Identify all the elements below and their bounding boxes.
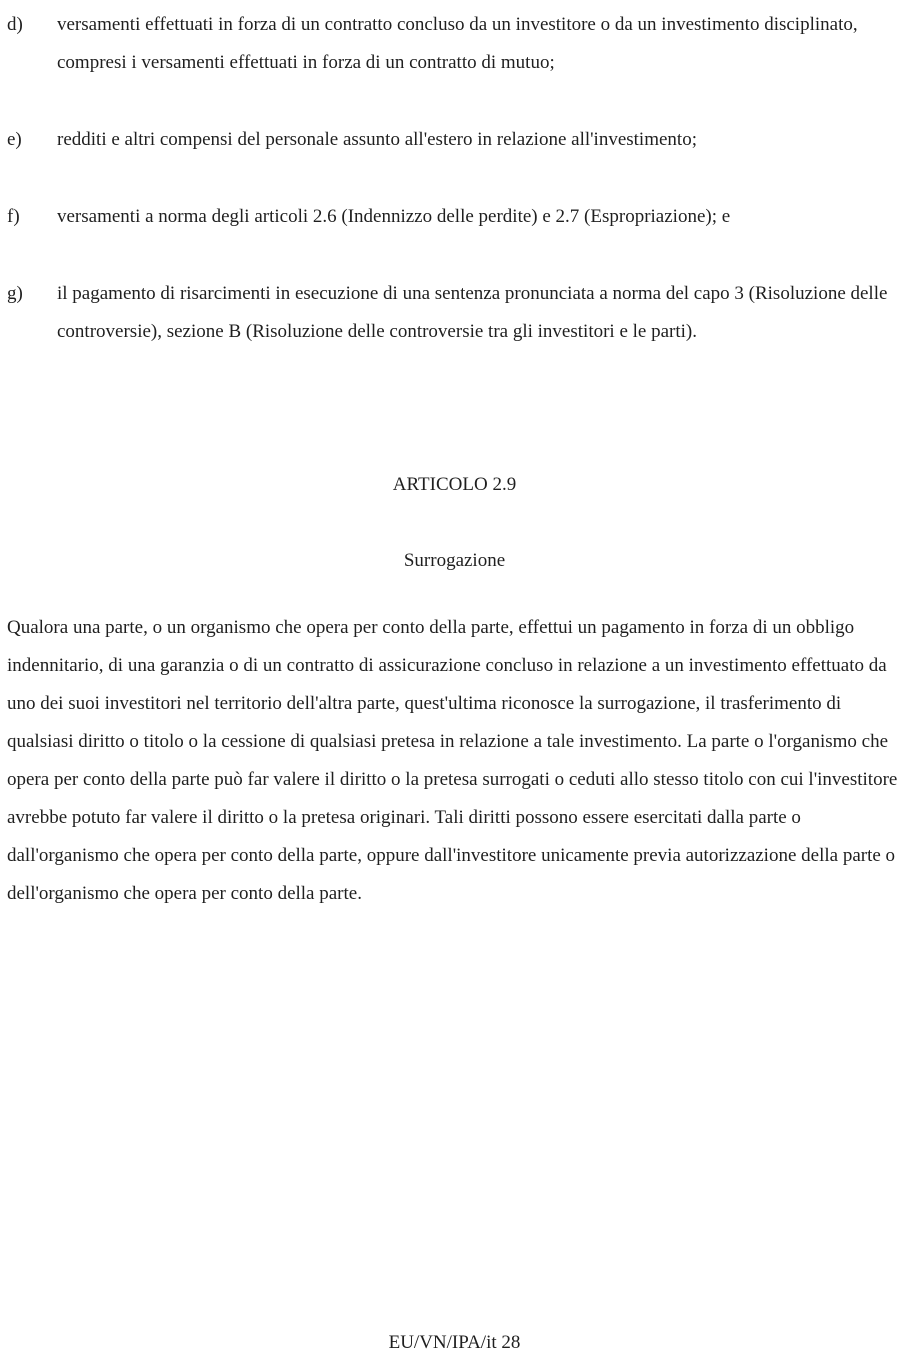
list-item-marker: f) — [7, 206, 20, 227]
list-item-marker: g) — [7, 283, 23, 304]
list-item-text: versamenti effettuati in forza di un contratto concluso da un investitore o da un investimento disciplinato, compresi i versamenti effettuati in forza di un contratto di mutuo; — [57, 14, 858, 73]
list-item-text: il pagamento di risarcimenti in esecuzione di una sentenza pronunciata a norma del capo 3 (Risoluzione delle controversie), sezione B (Risoluzione delle controversie tra gli investitori e le parti). — [57, 283, 888, 342]
list-item-text: redditi e altri compensi del personale assunto all'estero in relazione all'investimento; — [57, 129, 697, 150]
page-footer: EU/VN/IPA/it 28 — [388, 1332, 521, 1353]
list-item-d — [7, 6, 902, 82]
article-heading: ARTICOLO 2.9 — [392, 474, 517, 495]
lettered-list — [7, 6, 902, 390]
article-subtitle: Surrogazione — [403, 550, 506, 571]
list-item-text: versamenti a norma degli articoli 2.6 (Indennizzo delle perdite) e 2.7 (Espropriazione); e — [57, 206, 731, 227]
list-item-marker: e) — [7, 129, 22, 150]
list-item-marker: d) — [7, 14, 23, 35]
list-item-e — [7, 121, 902, 159]
list-item-g — [7, 275, 902, 351]
body-paragraph: Qualora una parte, o un organismo che opera per conto della parte, effettui un pagamento in forza di un obbligo indennitario, di una garanzia o di un contratto di assicurazione concluso in relazione a un investimento effettuato da uno dei suoi investitori nel territorio dell'altra parte, quest'ultima riconosce la surrogazione, il trasferimento di qualsiasi diritto o titolo o la cessione di qualsiasi pretesa in relazione a tale investimento. La parte o l'organismo che opera per conto della parte può far valere il diritto o la pretesa surrogati o ceduti allo stesso titolo con cui l'investitore avrebbe potuto far valere il diritto o la pretesa originari. Tali diritti possono essere esercitati dalla parte o dall'organismo che opera per conto della parte, oppure dall'investitore unicamente previa autorizzazione della parte o dell'organismo che opera per conto della parte. — [7, 617, 898, 904]
list-item-f — [7, 198, 902, 236]
